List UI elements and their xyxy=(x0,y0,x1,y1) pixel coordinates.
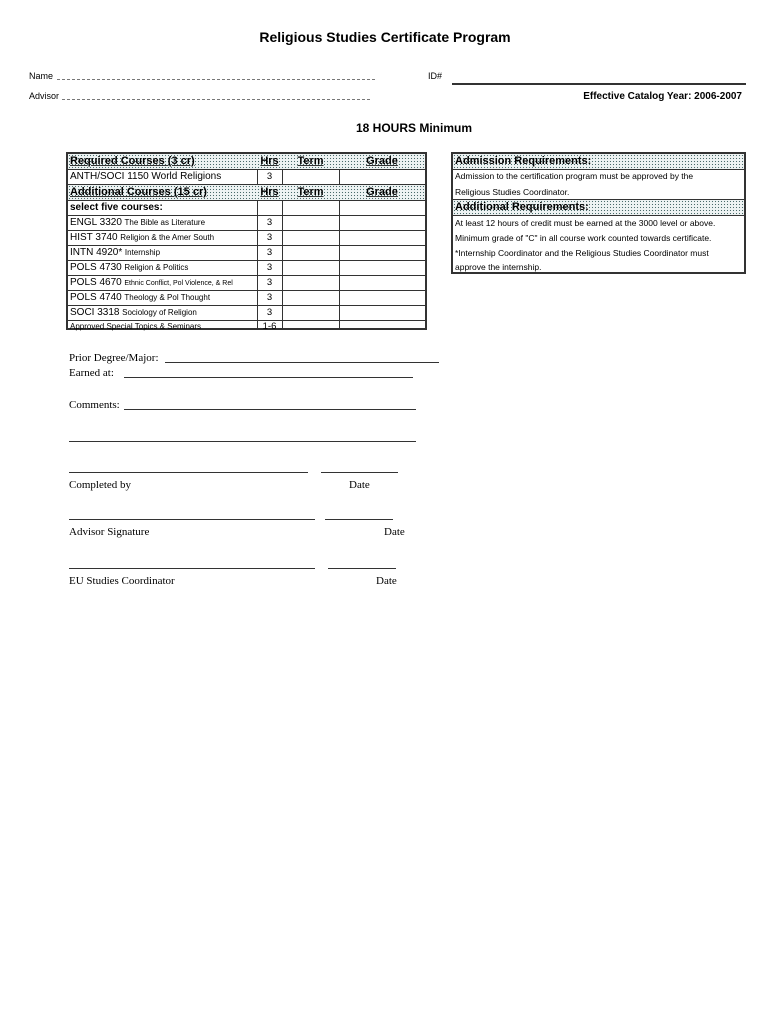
page-title: Religious Studies Certificate Program xyxy=(259,29,511,45)
course-table xyxy=(66,152,427,330)
earned-at-field[interactable] xyxy=(124,377,413,378)
table-row xyxy=(68,275,425,291)
course-title: Religion & the Amer South xyxy=(120,233,215,242)
admission-text: Admission to the certification program must be approved by the xyxy=(455,171,694,181)
table-row xyxy=(68,290,425,306)
additional-text: *Internship Coordinator and the Religious Studies Coordinator must xyxy=(455,248,709,258)
course-code: POLS 4740 xyxy=(70,292,122,303)
course-hrs: 3 xyxy=(266,247,273,258)
table-row xyxy=(68,169,425,185)
hours-minimum: 18 HOURS Minimum xyxy=(355,121,472,135)
grade-header: Grade xyxy=(366,186,398,198)
id-field[interactable] xyxy=(452,83,746,85)
course-hrs: 3 xyxy=(266,277,273,288)
requirements-box xyxy=(451,152,746,274)
name-label: Name xyxy=(29,71,54,81)
catalog-year: Effective Catalog Year: 2006-2007 xyxy=(583,91,742,102)
table-row xyxy=(68,230,425,246)
admission-text: Religious Studies Coordinator. xyxy=(455,187,570,197)
prior-degree-field[interactable] xyxy=(165,362,439,363)
course-code: POLS 4670 xyxy=(70,277,122,288)
course-title: World Religions xyxy=(151,171,222,182)
hrs-header: Hrs xyxy=(260,186,279,198)
required-courses-header: Required Courses (3 cr) xyxy=(70,155,195,167)
course-code: SOCI 3318 xyxy=(70,307,120,318)
course-code: ENGL 3320 xyxy=(70,217,122,228)
date-label: Date xyxy=(384,526,405,538)
grade-header: Grade xyxy=(366,155,398,167)
advisor-field[interactable] xyxy=(62,99,370,100)
course-hrs: 3 xyxy=(266,307,273,318)
additional-courses-header: Additional Courses (15 cr) xyxy=(70,186,207,198)
earned-at-label: Earned at: xyxy=(69,367,114,379)
table-row xyxy=(68,215,425,231)
select-note-row xyxy=(68,200,425,216)
hrs-header: Hrs xyxy=(260,155,279,167)
course-title: Theology & Pol Thought xyxy=(124,293,211,302)
advisor-signature-label: Advisor Signature xyxy=(69,526,150,538)
course-hrs: 3 xyxy=(266,292,273,303)
required-header-row xyxy=(68,154,425,170)
additional-requirements-header: Additional Requirements: xyxy=(453,199,744,216)
course-hrs: 3 xyxy=(266,232,273,243)
table-row xyxy=(68,314,425,332)
advisor-signature-field[interactable] xyxy=(69,519,315,520)
completed-by-field[interactable] xyxy=(69,472,308,473)
additional-text: At least 12 hours of credit must be earned at the 3000 level or above. xyxy=(455,218,716,228)
name-field[interactable] xyxy=(57,79,375,80)
course-title: Religion & Politics xyxy=(124,263,189,272)
additional-header-row xyxy=(68,184,425,201)
completed-by-label: Completed by xyxy=(69,479,132,491)
additional-text: approve the internship. xyxy=(455,262,542,272)
admission-requirements-header: Admission Requirements: xyxy=(453,154,744,170)
course-code: POLS 4730 xyxy=(70,262,122,273)
date-label: Date xyxy=(349,479,370,491)
coordinator-date-field[interactable] xyxy=(328,568,396,569)
date-label: Date xyxy=(376,575,397,587)
course-title: Ethnic Conflict, Pol Violence, & Rel xyxy=(124,280,233,287)
course-code: INTN 4920* xyxy=(70,247,123,258)
prior-degree-label: Prior Degree/Major: xyxy=(69,352,159,364)
advisor-label: Advisor xyxy=(29,91,60,101)
coordinator-signature-field[interactable] xyxy=(69,568,315,569)
table-row xyxy=(68,260,425,276)
course-hrs: 3 xyxy=(266,217,273,228)
term-header: Term xyxy=(297,155,324,167)
comments-field-2[interactable] xyxy=(69,441,416,442)
course-code: HIST 3740 xyxy=(70,232,118,243)
id-label: ID# xyxy=(428,71,443,81)
comments-label: Comments: xyxy=(69,399,120,411)
course-hrs: 1-6 xyxy=(262,321,277,332)
advisor-date-field[interactable] xyxy=(325,519,393,520)
course-code: ANTH/SOCI 1150 xyxy=(70,171,149,182)
comments-field[interactable] xyxy=(124,409,416,410)
course-hrs: 3 xyxy=(266,171,273,182)
course-title: Approved Special Topics & Seminars xyxy=(70,322,202,331)
term-header: Term xyxy=(297,186,324,198)
course-title: The Bible as Literature xyxy=(124,218,206,227)
table-row xyxy=(68,245,425,261)
course-hrs: 3 xyxy=(266,262,273,273)
coordinator-label: EU Studies Coordinator xyxy=(69,575,175,587)
select-note: select five courses: xyxy=(70,202,163,213)
completed-date-field[interactable] xyxy=(321,472,398,473)
course-title: Sociology of Religion xyxy=(122,308,197,317)
course-title: Internship xyxy=(124,248,161,257)
additional-text: Minimum grade of "C" in all course work counted towards certificate. xyxy=(455,233,712,243)
